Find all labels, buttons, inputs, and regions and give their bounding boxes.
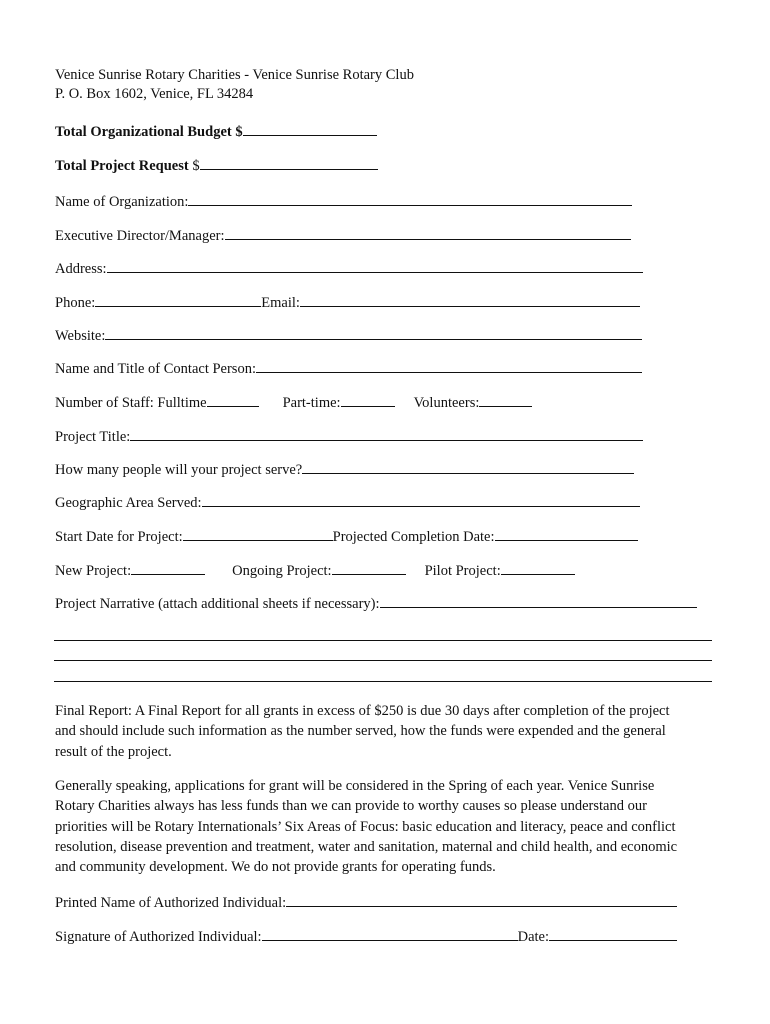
phone-field[interactable]	[95, 292, 261, 307]
exec-director-label: Executive Director/Manager:	[55, 228, 225, 244]
printed-name-row	[55, 892, 677, 912]
completion-date-label: Projected Completion Date:	[332, 529, 495, 545]
geo-area-field[interactable]	[202, 492, 640, 507]
website-row	[55, 325, 642, 345]
exec-director-field[interactable]	[225, 225, 631, 240]
narrative-line-1[interactable]	[54, 640, 712, 641]
website-field[interactable]	[105, 325, 642, 340]
org-name-label: Name of Organization:	[55, 194, 189, 210]
narrative-line-3[interactable]	[54, 681, 712, 682]
request-field[interactable]	[200, 155, 378, 170]
pilot-project-label: Pilot Project:	[424, 563, 501, 579]
start-date-field[interactable]	[183, 526, 333, 541]
phone-label: Phone:	[55, 295, 96, 311]
contact-row	[55, 358, 642, 378]
signature-label: Signature of Authorized Individual:	[55, 929, 262, 945]
new-project-field[interactable]	[131, 560, 205, 575]
volunteers-field[interactable]	[479, 392, 532, 407]
volunteers-label: Volunteers:	[413, 395, 480, 411]
contact-field[interactable]	[256, 358, 642, 373]
dates-row	[55, 526, 638, 546]
general-paragraph	[55, 776, 715, 877]
signature-row	[55, 926, 677, 946]
final-report-line: result of the project.	[55, 743, 172, 760]
ongoing-project-field[interactable]	[332, 560, 406, 575]
project-title-label: Project Title:	[55, 429, 131, 445]
parttime-field[interactable]	[341, 392, 395, 407]
final-report-line: Final Report: A Final Report for all grants in excess of $250 is due 30 days after completion of the project	[55, 703, 670, 719]
narrative-line-2[interactable]	[54, 660, 712, 661]
staff-row	[55, 392, 532, 412]
budget-field[interactable]	[243, 121, 377, 136]
request-dollar: $	[192, 158, 200, 174]
geo-area-row	[55, 492, 640, 512]
exec-director-row	[55, 225, 631, 245]
address-label: Address:	[55, 261, 107, 277]
header-organization: Venice Sunrise Rotary Charities - Venice Sunrise Rotary Club	[55, 67, 414, 83]
phone-email-row	[55, 292, 640, 312]
narrative-field[interactable]	[380, 593, 697, 608]
email-label: Email:	[261, 295, 300, 311]
general-line: resolution, disease prevention and treatment, water and sanitation, maternal and child health, and economic	[55, 838, 678, 855]
org-name-field[interactable]	[188, 191, 632, 206]
people-served-field[interactable]	[302, 459, 634, 474]
new-project-label: New Project:	[55, 563, 132, 579]
fulltime-field[interactable]	[207, 392, 259, 407]
narrative-label: Project Narrative (attach additional sheets if necessary):	[55, 596, 380, 612]
project-title-row	[55, 426, 643, 446]
contact-label: Name and Title of Contact Person:	[55, 361, 256, 377]
date-label: Date:	[517, 929, 549, 945]
geo-area-label: Geographic Area Served:	[55, 495, 202, 511]
header-address: P. O. Box 1602, Venice, FL 34284	[55, 86, 254, 102]
org-name-row	[55, 191, 632, 211]
printed-name-field[interactable]	[286, 892, 677, 907]
narrative-row	[55, 593, 697, 613]
general-line: and community development. We do not provide grants for operating funds.	[55, 859, 496, 876]
budget-row	[55, 121, 377, 141]
start-date-label: Start Date for Project:	[55, 529, 183, 545]
printed-name-label: Printed Name of Authorized Individual:	[55, 895, 287, 911]
general-line: priorities will be Rotary Internationals’ Six Areas of Focus: basic education and literacy, peace and conflict	[55, 818, 676, 835]
ongoing-project-label: Ongoing Project:	[232, 563, 332, 579]
project-type-row	[55, 560, 575, 580]
address-field[interactable]	[107, 258, 643, 273]
project-title-field[interactable]	[130, 426, 643, 441]
budget-label: Total Organizational Budget $	[55, 124, 243, 140]
general-line: Generally speaking, applications for grant will be considered in the Spring of each year. Venice Sunrise	[55, 778, 655, 794]
final-report-paragraph	[55, 701, 715, 762]
general-line: Rotary Charities always has less funds than we can provide to worthy causes so please understand our	[55, 798, 647, 815]
people-served-row	[55, 459, 634, 479]
address-row	[55, 258, 643, 278]
fulltime-label: Number of Staff: Fulltime	[55, 395, 207, 411]
email-field[interactable]	[300, 292, 640, 307]
date-field[interactable]	[549, 926, 677, 941]
website-label: Website:	[55, 328, 106, 344]
pilot-project-field[interactable]	[501, 560, 575, 575]
parttime-label: Part-time:	[282, 395, 341, 411]
signature-field[interactable]	[262, 926, 518, 941]
request-row	[55, 155, 378, 175]
final-report-line: and should include such information as the number served, how the funds were expended and the general	[55, 723, 666, 740]
request-label: Total Project Request	[55, 158, 189, 174]
people-served-label: How many people will your project serve?	[55, 462, 303, 478]
completion-date-field[interactable]	[495, 526, 638, 541]
